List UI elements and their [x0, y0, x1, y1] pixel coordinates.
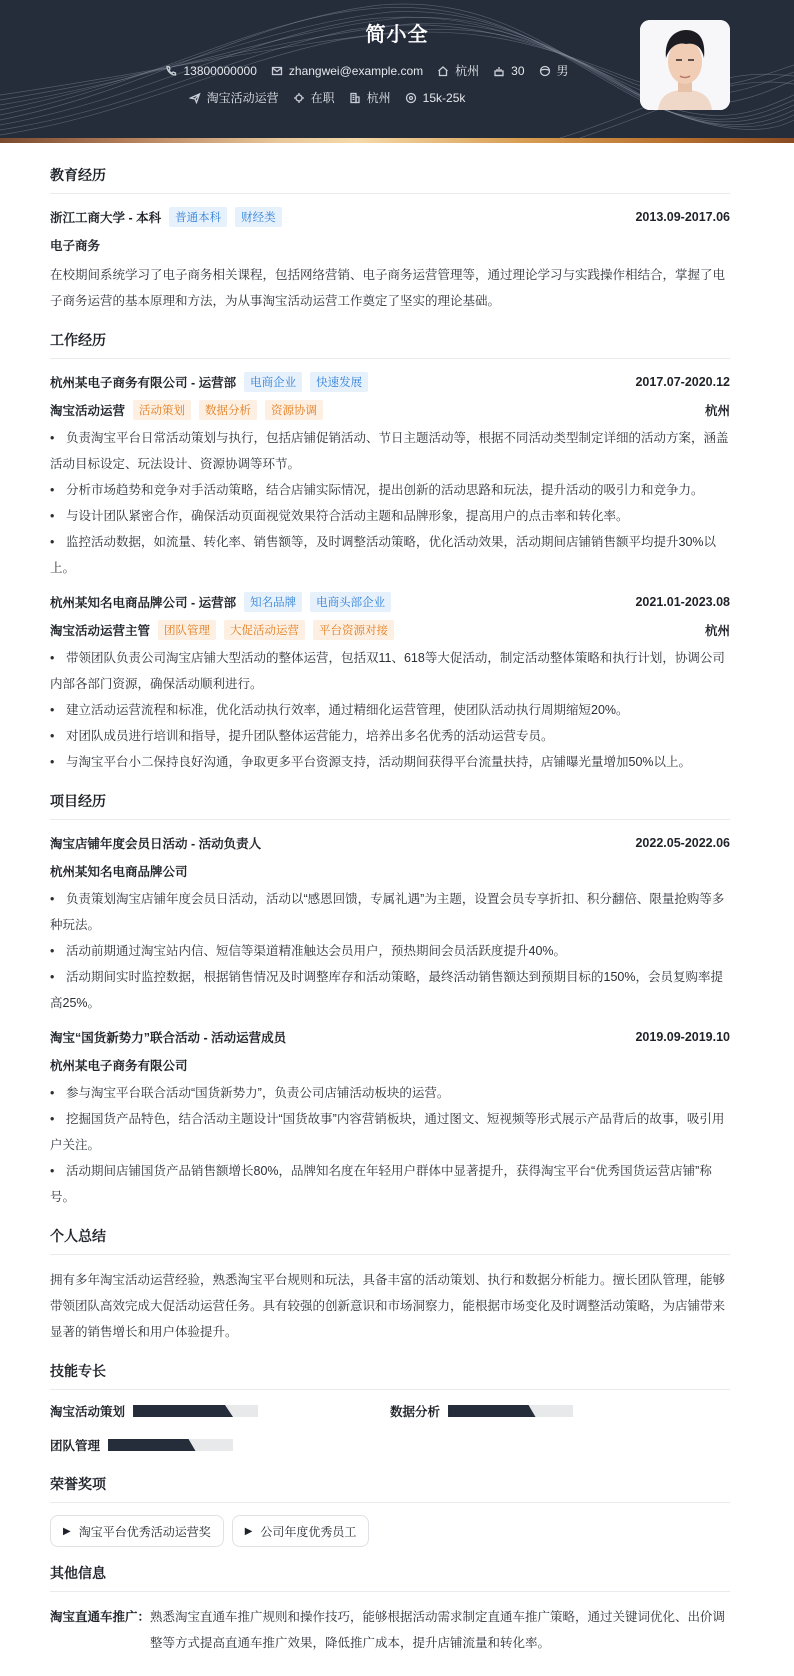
bullet-item: • 与设计团队紧密合作，确保活动页面视觉效果符合活动主题和品牌形象，提高用户的点击率和转化率。 — [50, 503, 730, 529]
bullet-item: • 参与淘宝平台联合活动“国货新势力”，负责公司店铺活动板块的运营。 — [50, 1080, 730, 1106]
awards-section — [50, 1474, 730, 1547]
bullet-item: • 对团队成员进行培训和指导，提升团队整体运营能力，培养出多名优秀的活动运营专员。 — [50, 723, 730, 749]
skill-item — [50, 1402, 390, 1420]
bullet-item: • 分析市场趋势和竞争对手活动策略，结合店铺实际情况，提出创新的活动思路和玩法，提升活动的吸引力和竞争力。 — [50, 477, 730, 503]
skill-bar-fill — [133, 1405, 233, 1417]
role-title: 淘宝活动运营 — [50, 404, 126, 418]
bullet-item: • 负责淘宝平台日常活动策划与执行，包括店铺促销活动、节日主题活动等，根据不同活动类型制定详细的活动方案，涵盖活动目标设定、玩法设计、资源协调等环节。 — [50, 425, 730, 477]
skill-bar — [108, 1439, 233, 1451]
project-date: 2019.09-2019.10 — [635, 1030, 730, 1044]
resume-header — [0, 0, 794, 138]
work-bullets — [50, 645, 730, 775]
education-description: 在校期间系统学习了电子商务相关课程，包括网络营销、电子商务运营管理等，通过理论学习与实践操作相结合，掌握了电子商务运营的基本原理和方法，为从事淘宝活动运营工作奠定了坚实的理论基础。 — [50, 268, 726, 308]
award-name: 公司年度优秀员工 — [260, 1524, 357, 1539]
work-entry — [50, 591, 730, 775]
work-entry-head — [50, 591, 730, 613]
project-name: 淘宝“国货新势力”联合活动 - 活动运营成员 — [50, 1031, 287, 1045]
triangle-right-icon: ▶ — [244, 1525, 253, 1537]
school-tag: 财经类 — [235, 207, 282, 227]
other-value: 熟悉淘宝直通车推广规则和操作技巧，能够根据活动需求制定直通车推广策略，通过关键词优化、出价调整等方式提高直通车推广效果，降低推广成本，提升店铺流量和转化率。 — [150, 1610, 726, 1650]
bullet-item: • 活动期间实时监控数据，根据销售情况及时调整库存和活动策略，最终活动销售额达到预期目标的150%，会员复购率提高25%。 — [50, 964, 730, 1016]
skill-name: 数据分析 — [390, 1405, 441, 1419]
skill-name: 团队管理 — [50, 1439, 101, 1453]
skills-section — [50, 1361, 730, 1454]
work-section — [50, 330, 730, 775]
project-company — [50, 1054, 730, 1076]
company-tag: 电商头部企业 — [310, 592, 391, 612]
project-company-text: 杭州某知名电商品牌公司 — [50, 865, 188, 879]
company-tag: 电商企业 — [244, 372, 302, 392]
project-date: 2022.05-2022.06 — [635, 836, 730, 850]
role-tag: 数据分析 — [199, 400, 257, 420]
role-row — [50, 399, 730, 421]
section-title: 项目经历 — [50, 791, 730, 820]
target-city-text: 杭州 — [366, 91, 391, 105]
mail-icon — [271, 65, 283, 77]
award-item — [232, 1515, 370, 1547]
education-entry-head — [50, 206, 730, 228]
project-entry-head — [50, 1026, 730, 1048]
location-info — [437, 62, 479, 79]
salary-icon — [405, 92, 417, 104]
email-text: zhangwei@example.com — [288, 63, 424, 78]
skill-bar — [448, 1405, 573, 1417]
status-info — [293, 89, 335, 106]
bullet-item: • 活动前期通过淘宝站内信、短信等渠道精准触达会员用户，预热期间会员活跃度提升40%。 — [50, 938, 730, 964]
skills-list — [50, 1402, 730, 1454]
project-company — [50, 860, 730, 882]
status-text: 在职 — [310, 91, 335, 105]
skill-bar-fill — [108, 1439, 196, 1451]
section-title: 其他信息 — [50, 1563, 730, 1592]
role-tag: 大促活动运营 — [224, 620, 305, 640]
gender-text: 男 — [556, 64, 569, 78]
bullet-item: • 负责策划淘宝店铺年度会员日活动，活动以“感恩回馈，专属礼遇”为主题，设置会员专享折扣、积分翻倍、限量抢购等多种玩法。 — [50, 886, 730, 938]
building-icon — [349, 92, 361, 104]
project-bullets — [50, 886, 730, 1016]
bullet-item: • 挖掘国货产品特色，结合活动主题设计“国货故事”内容营销板块，通过图文、短视频等形式展示产品背后的故事，吸引用户关注。 — [50, 1106, 730, 1158]
email-info — [271, 64, 423, 78]
school-tag: 普通本科 — [169, 207, 227, 227]
triangle-right-icon: ▶ — [63, 1525, 71, 1537]
candidate-name: 简小全 — [365, 24, 429, 46]
age-text: 30 — [511, 63, 525, 78]
other-key: 淘宝直通车推广： — [50, 1610, 151, 1624]
summary-text: 拥有多年淘宝活动运营经验，熟悉淘宝平台规则和玩法，具备丰富的活动策划、执行和数据分析能力。擅长团队管理，能够带领团队高效完成大促活动运营任务。具有较强的创新意识和市场洞察力，能根据市场变化及时调整活动策略，为店铺带来显著的销售增长和用户体验提升。 — [50, 1273, 726, 1339]
project-bullets — [50, 1080, 730, 1210]
phone-icon — [165, 65, 177, 77]
role-tag: 团队管理 — [158, 620, 216, 640]
education-section — [50, 165, 730, 314]
company-tag: 知名品牌 — [244, 592, 302, 612]
age-info — [493, 64, 524, 78]
section-title: 教育经历 — [50, 165, 730, 194]
bullet-item: • 活动期间店铺国货产品销售额增长80%，品牌知名度在年轻用户群体中显著提升，获得淘宝平台“优秀国货运营店铺”称号。 — [50, 1158, 730, 1210]
project-entry — [50, 1026, 730, 1210]
work-date: 2017.07-2020.12 — [635, 375, 730, 389]
award-item — [50, 1515, 224, 1547]
project-entry — [50, 832, 730, 1016]
school-name: 浙江工商大学 - 本科 — [50, 211, 162, 225]
avatar — [640, 20, 730, 110]
company-name: 杭州某电子商务有限公司 - 运营部 — [50, 376, 237, 390]
work-entry — [50, 371, 730, 581]
section-title: 荣誉奖项 — [50, 1474, 730, 1503]
location-text: 杭州 — [455, 64, 480, 78]
resume-body — [0, 143, 794, 1676]
bullet-item: • 建立活动运营流程和标准，优化活动执行效率，通过精细化运营管理，使团队活动执行周期缩短20%。 — [50, 697, 730, 723]
other-item — [50, 1604, 730, 1656]
awards-list — [50, 1515, 730, 1547]
bullet-item: • 与淘宝平台小二保持良好沟通，争取更多平台资源支持，活动期间获得平台流量扶持，店铺曝光量增加50%以上。 — [50, 749, 730, 775]
skill-item — [390, 1402, 730, 1420]
award-name: 淘宝平台优秀活动运营奖 — [78, 1524, 211, 1539]
cake-icon — [493, 65, 505, 77]
bullet-item: • 监控活动数据，如流量、转化率、销售额等，及时调整活动策略，优化活动效果，活动期间店铺销售额平均提升30%以上。 — [50, 529, 730, 581]
role-title: 淘宝活动运营主管 — [50, 624, 151, 638]
major — [50, 234, 730, 256]
role-tag: 平台资源对接 — [313, 620, 394, 640]
section-title: 技能专长 — [50, 1361, 730, 1390]
status-icon — [293, 92, 305, 104]
project-name: 淘宝店铺年度会员日活动 - 活动负责人 — [50, 837, 262, 851]
phone-info — [165, 64, 256, 78]
role-tag: 资源协调 — [265, 400, 323, 420]
education-date: 2013.09-2017.06 — [635, 210, 730, 224]
skill-bar — [133, 1405, 258, 1417]
position-info — [189, 89, 279, 106]
work-city: 杭州 — [704, 624, 730, 638]
project-entry-head — [50, 832, 730, 854]
gender-icon — [539, 65, 551, 77]
skill-name: 淘宝活动策划 — [50, 1405, 126, 1419]
section-title: 个人总结 — [50, 1226, 730, 1255]
work-city: 杭州 — [704, 404, 730, 418]
skill-item — [50, 1436, 390, 1454]
home-icon — [437, 65, 449, 77]
summary-section — [50, 1226, 730, 1345]
role-tag: 活动策划 — [133, 400, 191, 420]
send-icon — [189, 92, 201, 104]
target-city-info — [349, 89, 391, 106]
work-entry-head — [50, 371, 730, 393]
position-text: 淘宝活动运营 — [206, 91, 279, 105]
section-title: 工作经历 — [50, 330, 730, 359]
salary-text: 15k-25k — [422, 90, 466, 105]
gender-info — [539, 62, 569, 79]
other-section — [50, 1563, 730, 1656]
skill-bar-fill — [448, 1405, 536, 1417]
company-tag: 快速发展 — [310, 372, 368, 392]
phone-text: 13800000000 — [183, 63, 257, 78]
salary-info — [405, 91, 466, 105]
bullet-item: • 带领团队负责公司淘宝店铺大型活动的整体运营，包括双11、618等大促活动，制定活动整体策略和执行计划，协调公司内部各部门资源，确保活动顺利进行。 — [50, 645, 730, 697]
work-date: 2021.01-2023.08 — [635, 595, 730, 609]
work-bullets — [50, 425, 730, 581]
company-name: 杭州某知名电商品牌公司 - 运营部 — [50, 596, 237, 610]
projects-section — [50, 791, 730, 1210]
major-text: 电子商务 — [50, 239, 101, 253]
role-row — [50, 619, 730, 641]
project-company-text: 杭州某电子商务有限公司 — [50, 1059, 188, 1073]
